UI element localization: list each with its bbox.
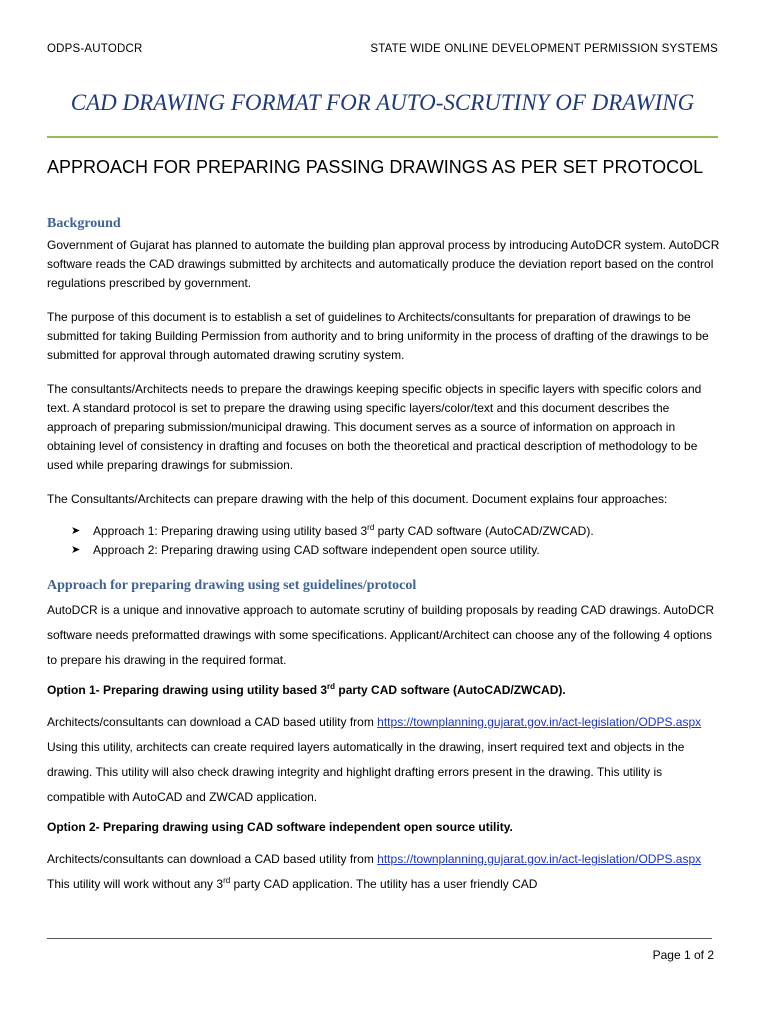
odps-link[interactable]: https://townplanning.gujarat.gov.in/act-legislation/ODPS.aspx — [377, 852, 702, 866]
option-1-title: Option 1- Preparing drawing using utility based 3rd party CAD software (AutoCAD/ZWCAD). — [47, 682, 566, 697]
page-number: Page 1 of 2 — [652, 948, 714, 962]
arrow-bullet-icon: ➤ — [71, 544, 81, 556]
list-item: ➤ Approach 1: Preparing drawing using utility based 3rd party CAD software (AutoCAD/ZWCAD). — [47, 522, 720, 541]
document-subtitle: APPROACH FOR PREPARING PASSING DRAWINGS AS PER SET PROTOCOL — [47, 157, 704, 177]
header-left: ODPS-AUTODCR — [47, 43, 143, 55]
background-paragraph-3: The consultants/Architects needs to prepare the drawings keeping specific objects in specific layers with specific colors and text. A standard protocol is set to prepare the drawing using specific layers/color/text and this document describes the approach of preparing submission/municipal drawing. This document serves as a source of information on approach in obtaining level of consistency in drafting and focuses on both the theoretical and practical description of methodology to be used while preparing drawings for submission. — [47, 382, 702, 472]
background-paragraph-4: The Consultants/Architects can prepare drawing with the help of this document. Document explains four approaches: — [47, 492, 668, 506]
arrow-bullet-icon: ➤ — [71, 525, 81, 537]
header-right: STATE WIDE ONLINE DEVELOPMENT PERMISSION SYSTEMS — [370, 43, 718, 55]
option-2-title: Option 2- Preparing drawing using CAD software independent open source utility. — [47, 820, 513, 834]
approach-intro: AutoDCR is a unique and innovative approach to automate scrutiny of building proposals by reading CAD drawings. AutoDCR software needs preformatted drawings with some specifications. Applicant/Architect can choose any of the following 4 options to prepare his drawing in the required format. — [47, 603, 715, 667]
title-divider — [47, 136, 718, 138]
background-paragraph-2: The purpose of this document is to establish a set of guidelines to Architects/consultants for preparation of drawings to be submitted for taking Building Permission from authority and to bring uniformity in the process of drafting of the drawings to be submitted for approval through automated drawing scrutiny system. — [47, 310, 709, 362]
background-paragraph-1: Government of Gujarat has planned to automate the building plan approval process by introducing AutoDCR system. AutoDCR software reads the CAD drawings submitted by architects and automatically produce the deviation report based on the control regulations prescribed by government. — [47, 238, 720, 290]
approach-heading: Approach for preparing drawing using set guidelines/protocol — [47, 578, 417, 593]
odps-link[interactable]: https://townplanning.gujarat.gov.in/act-legislation/ODPS.aspx — [377, 715, 702, 729]
approaches-list — [47, 522, 720, 560]
document-title: CAD DRAWING FORMAT FOR AUTO-SCRUTINY OF DRAWING — [70, 90, 695, 115]
option-1-text: Architects/consultants can download a CAD based utility from https://townplanning.gujarat.gov.in/act-legislation/ODPS.aspx Using this utility, architects can create required layers automatically in the drawing, insert required text and objects in the drawing. This utility will also check drawing integrity and highlight drafting errors present in the drawing. This utility is compatible with AutoCAD and ZWCAD application. — [47, 715, 702, 804]
page-header — [47, 43, 718, 55]
option-2-text: Architects/consultants can download a CAD based utility from https://townplanning.gujarat.gov.in/act-legislation/ODPS.aspx This utility will work without any 3rd party CAD application. The utility has a user friendly CAD — [47, 852, 702, 891]
footer-divider — [47, 938, 712, 939]
list-item: ➤ Approach 2: Preparing drawing using CAD software independent open source utility. — [47, 541, 720, 560]
document-body — [47, 214, 720, 905]
background-heading: Background — [47, 216, 121, 231]
